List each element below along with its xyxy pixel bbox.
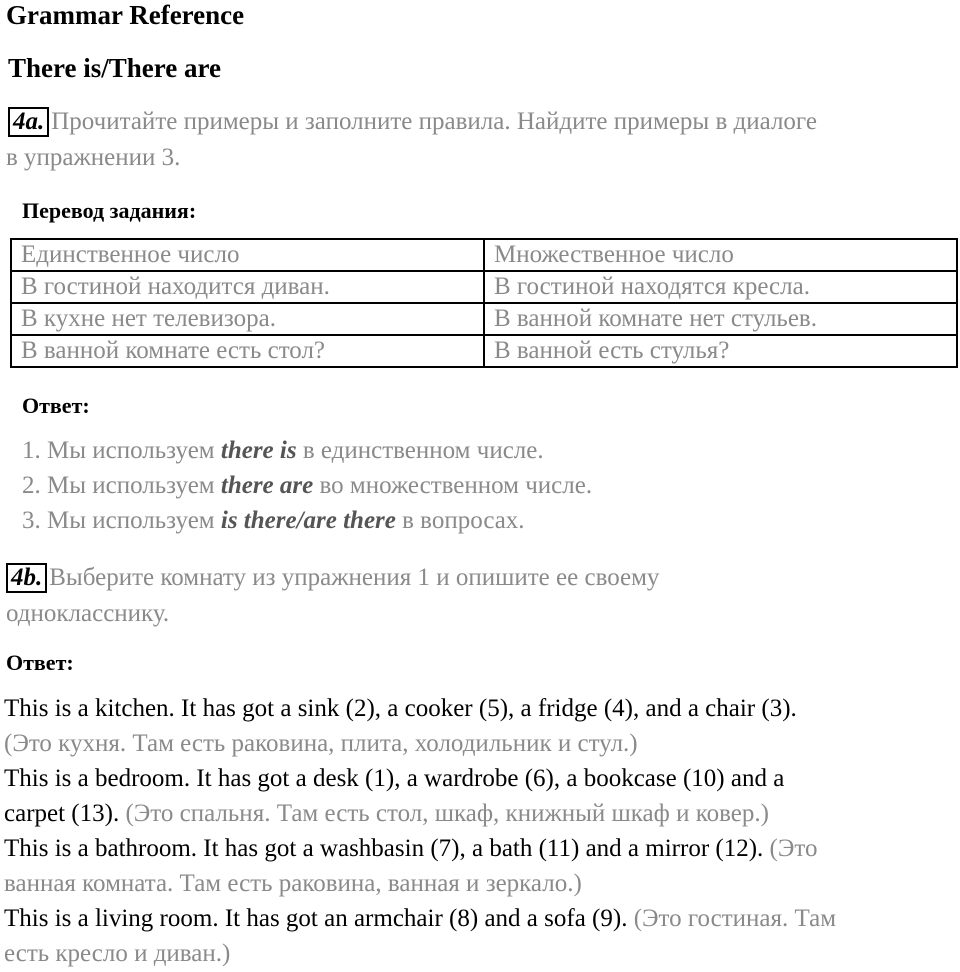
russian-text: (Это гостиная. Там	[633, 905, 837, 932]
answer-text: в вопросах.	[395, 507, 525, 534]
task-4a-line2: в упражнении 3.	[6, 144, 181, 171]
table-cell: В ванной есть стулья?	[484, 335, 957, 367]
paragraph-line	[4, 831, 817, 866]
paragraph-line	[4, 936, 230, 971]
english-text: This is a kitchen. It has got a sink (2), a cooker (5), a fridge (4), and a chair (3).	[4, 695, 797, 722]
task-4a-text: Прочитайте примеры и заполните правила. Найдите примеры в диалоге	[51, 108, 817, 135]
section-title: There is/There are	[8, 53, 221, 83]
answer-item	[22, 433, 544, 468]
task-4b-badge: 4b.	[6, 563, 47, 593]
paragraph-line	[4, 761, 784, 796]
table-cell: В ванной комнате есть стол?	[11, 335, 484, 367]
russian-text: (Это кухня. Там есть раковина, плита, холодильник и стул.)	[4, 730, 638, 757]
answer-text: 3. Мы используем	[22, 507, 221, 534]
russian-text: есть кресло и диван.)	[4, 940, 231, 967]
answer-label-2: Ответ:	[6, 650, 74, 675]
answer-text: во множественном числе.	[313, 472, 593, 499]
english-text: This is a bedroom. It has got a desk (1), a wardrobe (6), a bookcase (10) and a	[4, 765, 785, 792]
table-row	[11, 303, 957, 335]
paragraph-line	[4, 726, 638, 761]
english-text: This is a bathroom. It has got a washbasin (7), a bath (11) and a mirror (12).	[4, 835, 770, 862]
table-cell: В гостиной находятся кресла.	[484, 271, 957, 303]
paragraph-line	[4, 691, 797, 726]
paragraph-line	[4, 866, 582, 901]
page-title: Grammar Reference	[6, 0, 245, 30]
answer-keyword: is there/are there	[220, 507, 396, 534]
answer-keyword: there is	[220, 437, 297, 464]
paragraph-line	[4, 901, 836, 936]
answer-text: в единственном числе.	[296, 437, 544, 464]
table-cell: Единственное число	[11, 239, 484, 271]
table-cell: В ванной комнате нет стульев.	[484, 303, 957, 335]
table-cell: Множественное число	[484, 239, 957, 271]
answer-item	[22, 503, 525, 538]
russian-text: (Это	[769, 835, 818, 862]
task-4a-badge: 4a.	[8, 107, 49, 137]
answer-text: 2. Мы используем	[22, 472, 221, 499]
paragraph-line	[4, 796, 769, 831]
russian-text: (Это спальня. Там есть стол, шкаф, книжный шкаф и ковер.)	[125, 800, 769, 827]
english-text: This is a living room. It has got an armchair (8) and a sofa (9).	[4, 905, 634, 932]
english-text: carpet (13).	[4, 800, 126, 827]
task-4a-line1	[8, 104, 817, 140]
table-row	[11, 271, 957, 303]
table-row	[11, 335, 957, 367]
translation-table	[10, 238, 958, 368]
task-4b-line1	[6, 560, 659, 596]
table-cell: В гостиной находится диван.	[11, 271, 484, 303]
answer-item	[22, 468, 592, 503]
table-cell: В кухне нет телевизора.	[11, 303, 484, 335]
answer-text: 1. Мы используем	[22, 437, 221, 464]
russian-text: ванная комната. Там есть раковина, ванная и зеркало.)	[4, 870, 582, 897]
answer-label: Ответ:	[22, 393, 90, 418]
table-row	[11, 239, 957, 271]
translation-label: Перевод задания:	[22, 198, 197, 223]
task-4b-line2: однокласснику.	[6, 600, 170, 627]
answer-keyword: there are	[220, 472, 314, 499]
task-4b-text: Выберите комнату из упражнения 1 и опишите ее своему	[49, 564, 660, 591]
